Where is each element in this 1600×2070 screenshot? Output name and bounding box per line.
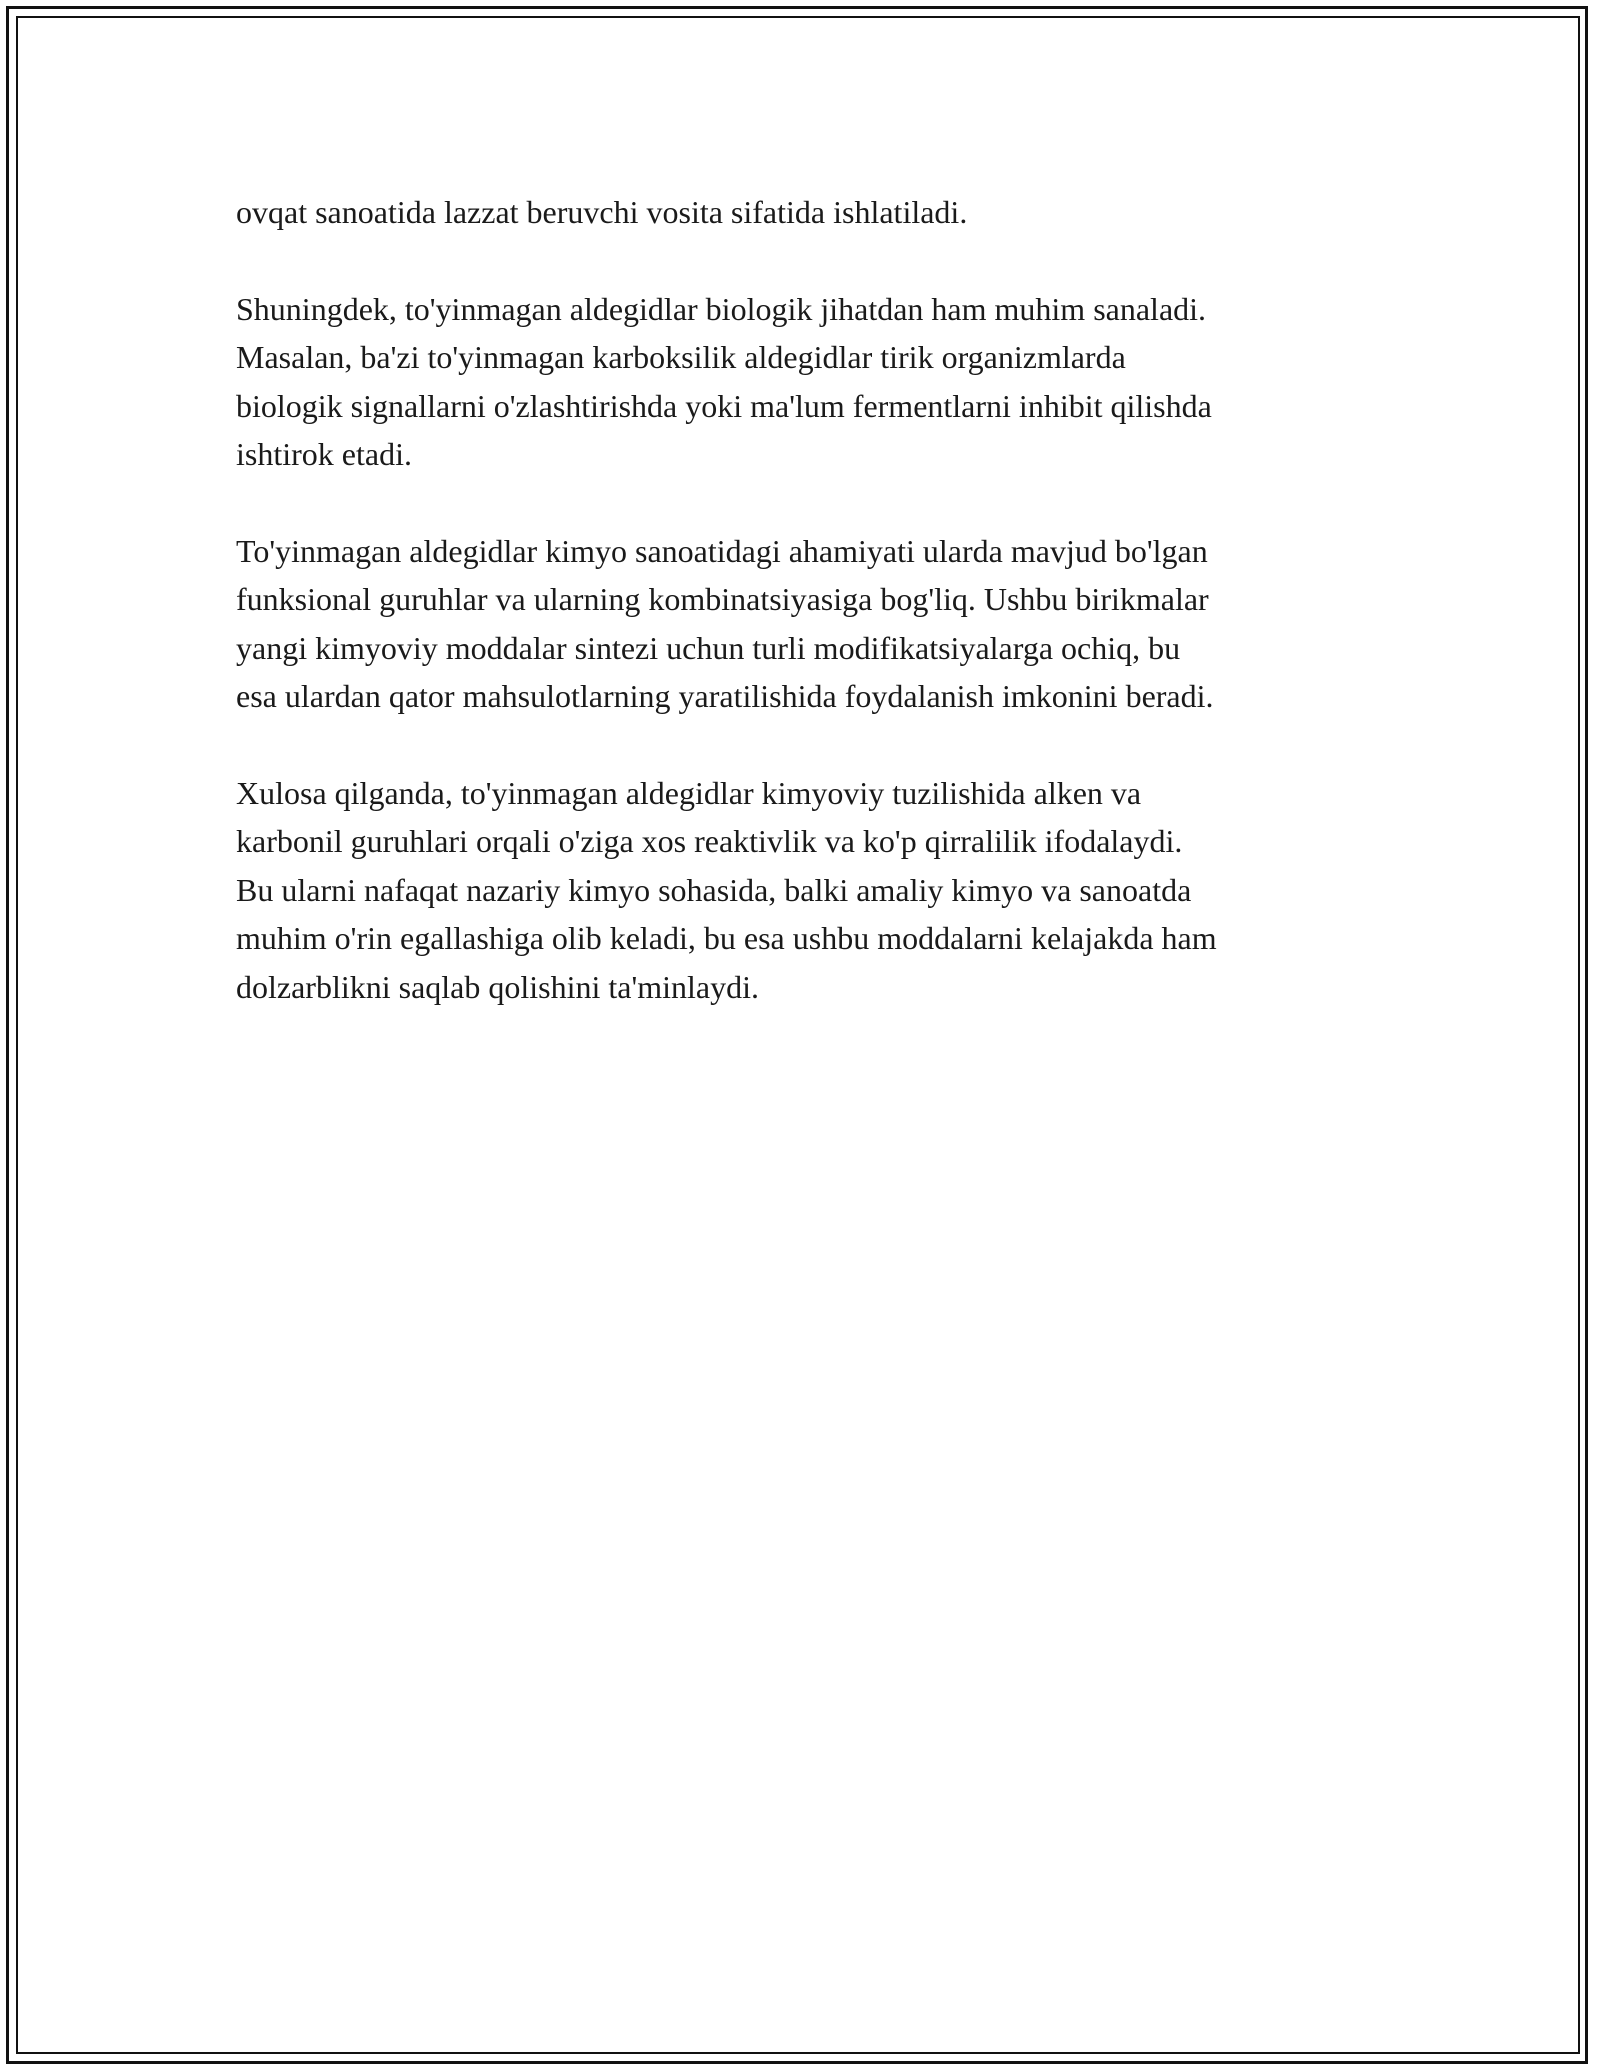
document-body <box>236 188 1366 1059</box>
paragraph-3: To'yinmagan aldegidlar kimyo sanoatidagi ahamiyati ularda mavjud bo'lgan funksional guruhlar va ularning kombinatsiyasiga bog'liq. Ushbu birikmalar yangi kimyoviy moddalar sintezi uchun turli modifikatsiyalarga ochiq, bu esa ulardan qator mahsulotlarning yaratilishida foydalanish imkonini beradi. <box>236 532 1214 714</box>
paragraph-2: Shuningdek, to'yinmagan aldegidlar biologik jihatdan ham muhim sanaladi. Masalan, ba'zi to'yinmagan karboksilik aldegidlar tirik organizmlarda biologik signallarni o'zlashtirishda yoki ma'lum fermentlarni inhibit qilishda ishtirok etadi. <box>236 290 1212 472</box>
paragraph-4: Xulosa qilganda, to'yinmagan aldegidlar kimyoviy tuzilishida alken va karbonil guruhlari orqali o'ziga xos reaktivlik va ko'p qirralilik ifodalaydi. Bu ularni nafaqat nazariy kimyo sohasida, balki amaliy kimyo va sanoatda muhim o'rin egallashiga olib keladi, bu esa ushbu moddalarni kelajakda ham dolzarblikni saqlab qolishini ta'minlaydi. <box>236 774 1217 1005</box>
paragraph-1: ovqat sanoatida lazzat beruvchi vosita sifatida ishlatiladi. <box>236 194 968 230</box>
